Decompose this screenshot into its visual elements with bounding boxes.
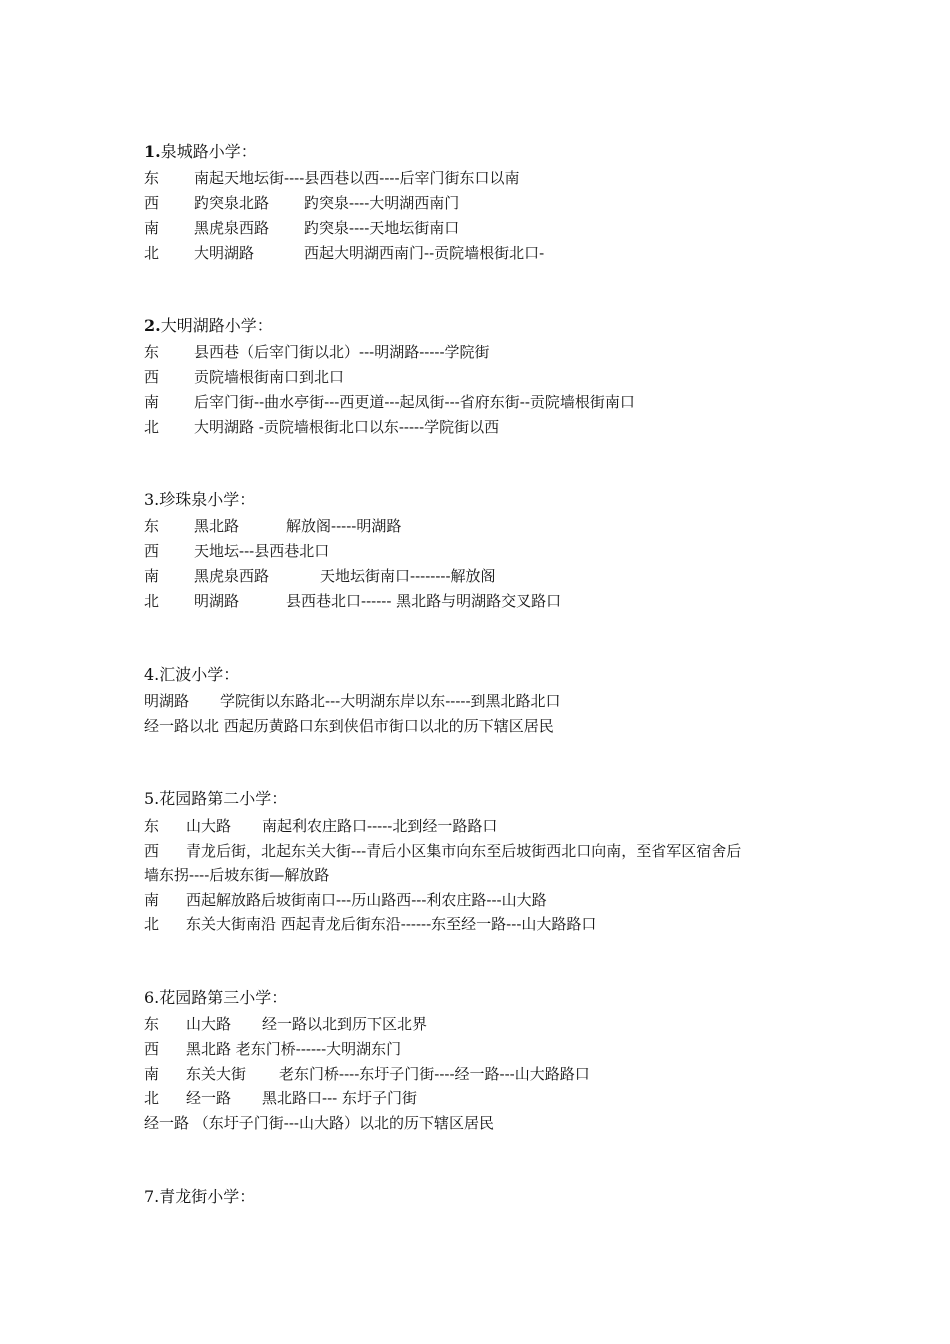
road-name: 山大路 bbox=[186, 1015, 232, 1033]
direction-label: 南 bbox=[144, 1065, 160, 1083]
direction-label: 南 bbox=[144, 891, 160, 909]
line-text: 县西巷（后宰门街以北）---明湖路-----学院街 bbox=[194, 343, 490, 361]
line-text: 黑北路 老东门桥------大明湖东门 bbox=[186, 1040, 402, 1058]
section-number: 2. bbox=[144, 316, 161, 335]
section-title: 珍珠泉小学： bbox=[159, 490, 256, 509]
direction-label: 西 bbox=[144, 194, 160, 212]
direction-label: 南 bbox=[144, 567, 160, 585]
section-heading bbox=[144, 665, 239, 685]
road-name: 明湖路 bbox=[144, 692, 190, 710]
section-title: 花园路第二小学： bbox=[159, 789, 288, 808]
road-name: 黑虎泉西路 bbox=[194, 219, 270, 237]
section-title: 汇波小学： bbox=[159, 665, 240, 684]
road-name: 东关大街 bbox=[186, 1065, 247, 1083]
section-heading bbox=[144, 316, 273, 336]
line-text: 东关大街南沿 西起青龙后街东沿------东至经一路---山大路路口 bbox=[186, 915, 597, 933]
section-title: 泉城路小学： bbox=[160, 142, 257, 161]
line-text: 大明湖路 -贡院墙根街北口以东-----学院街以西 bbox=[194, 418, 500, 436]
section-heading bbox=[144, 988, 287, 1008]
direction-label: 北 bbox=[144, 418, 160, 436]
line-text: 西起解放路后坡街南口---历山路西---利农庄路---山大路 bbox=[186, 891, 547, 909]
direction-label: 东 bbox=[144, 1015, 160, 1033]
direction-label: 北 bbox=[144, 244, 160, 262]
line-text: 天地坛街南口--------解放阁 bbox=[320, 567, 496, 585]
direction-label: 东 bbox=[144, 169, 160, 187]
direction-label: 北 bbox=[144, 592, 160, 610]
section-number: 1. bbox=[144, 142, 161, 161]
section-title: 花园路第三小学： bbox=[159, 988, 288, 1007]
line-text: 经一路以北 西起历黄路口东到侠侣市街口以北的历下辖区居民 bbox=[144, 717, 554, 735]
line-text: 南起利农庄路口-----北到经一路路口 bbox=[262, 817, 498, 835]
road-name: 大明湖路 bbox=[194, 244, 255, 262]
direction-label: 西 bbox=[144, 542, 160, 560]
line-text: 老东门桥----东圩子门街----经一路---山大路路口 bbox=[279, 1065, 590, 1083]
section-title: 大明湖路小学： bbox=[160, 316, 273, 335]
section-heading bbox=[144, 142, 257, 162]
line-text: 经一路以北到历下区北界 bbox=[262, 1015, 428, 1033]
road-name: 经一路 bbox=[186, 1089, 232, 1107]
section-number: 7. bbox=[144, 1187, 160, 1206]
road-name: 黑虎泉西路 bbox=[194, 567, 270, 585]
direction-label: 东 bbox=[144, 343, 160, 361]
line-text: 县西巷北口------ 黑北路与明湖路交叉路口 bbox=[286, 592, 562, 610]
line-text: 趵突泉----大明湖西南门 bbox=[304, 194, 460, 212]
line-text: 后宰门街--曲水亭街---西更道---起凤街---省府东街--贡院墙根街南口 bbox=[194, 393, 635, 411]
direction-label: 北 bbox=[144, 915, 160, 933]
direction-label: 西 bbox=[144, 842, 160, 860]
direction-label: 西 bbox=[144, 368, 160, 386]
section-number: 5. bbox=[144, 789, 160, 808]
direction-label: 北 bbox=[144, 1089, 160, 1107]
direction-label: 西 bbox=[144, 1040, 160, 1058]
line-text: 趵突泉----天地坛街南口 bbox=[304, 219, 460, 237]
section-number: 3. bbox=[144, 490, 160, 509]
road-name: 黑北路 bbox=[194, 517, 240, 535]
line-text: 南起天地坛街----县西巷以西----后宰门街东口以南 bbox=[194, 169, 520, 187]
section-title: 青龙街小学： bbox=[159, 1187, 256, 1206]
line-text: 墙东拐----后坡东街—解放路 bbox=[144, 866, 330, 884]
line-text: 解放阁-----明湖路 bbox=[286, 517, 402, 535]
section-number: 4. bbox=[144, 665, 160, 684]
road-name: 明湖路 bbox=[194, 592, 240, 610]
direction-label: 南 bbox=[144, 219, 160, 237]
line-text: 学院街以东路北---大明湖东岸以东-----到黑北路北口 bbox=[220, 692, 561, 710]
section-heading bbox=[144, 1187, 255, 1207]
direction-label: 南 bbox=[144, 393, 160, 411]
line-text: 西起大明湖西南门--贡院墙根街北口- bbox=[304, 244, 545, 262]
section-heading bbox=[144, 789, 287, 809]
line-text: 黑北路口--- 东圩子门街 bbox=[262, 1089, 417, 1107]
line-text: 经一路 （东圩子门街---山大路）以北的历下辖区居民 bbox=[144, 1114, 494, 1132]
section-heading bbox=[144, 490, 255, 510]
line-text: 天地坛---县西巷北口 bbox=[194, 542, 330, 560]
road-name: 山大路 bbox=[186, 817, 232, 835]
direction-label: 东 bbox=[144, 517, 160, 535]
section-number: 6. bbox=[144, 988, 160, 1007]
road-name: 趵突泉北路 bbox=[194, 194, 270, 212]
line-text: 青龙后街，北起东关大街---青后小区集市向东至后坡街西北口向南，至省军区宿舍后 bbox=[186, 842, 742, 860]
direction-label: 东 bbox=[144, 817, 160, 835]
line-text: 贡院墙根街南口到北口 bbox=[194, 368, 345, 386]
